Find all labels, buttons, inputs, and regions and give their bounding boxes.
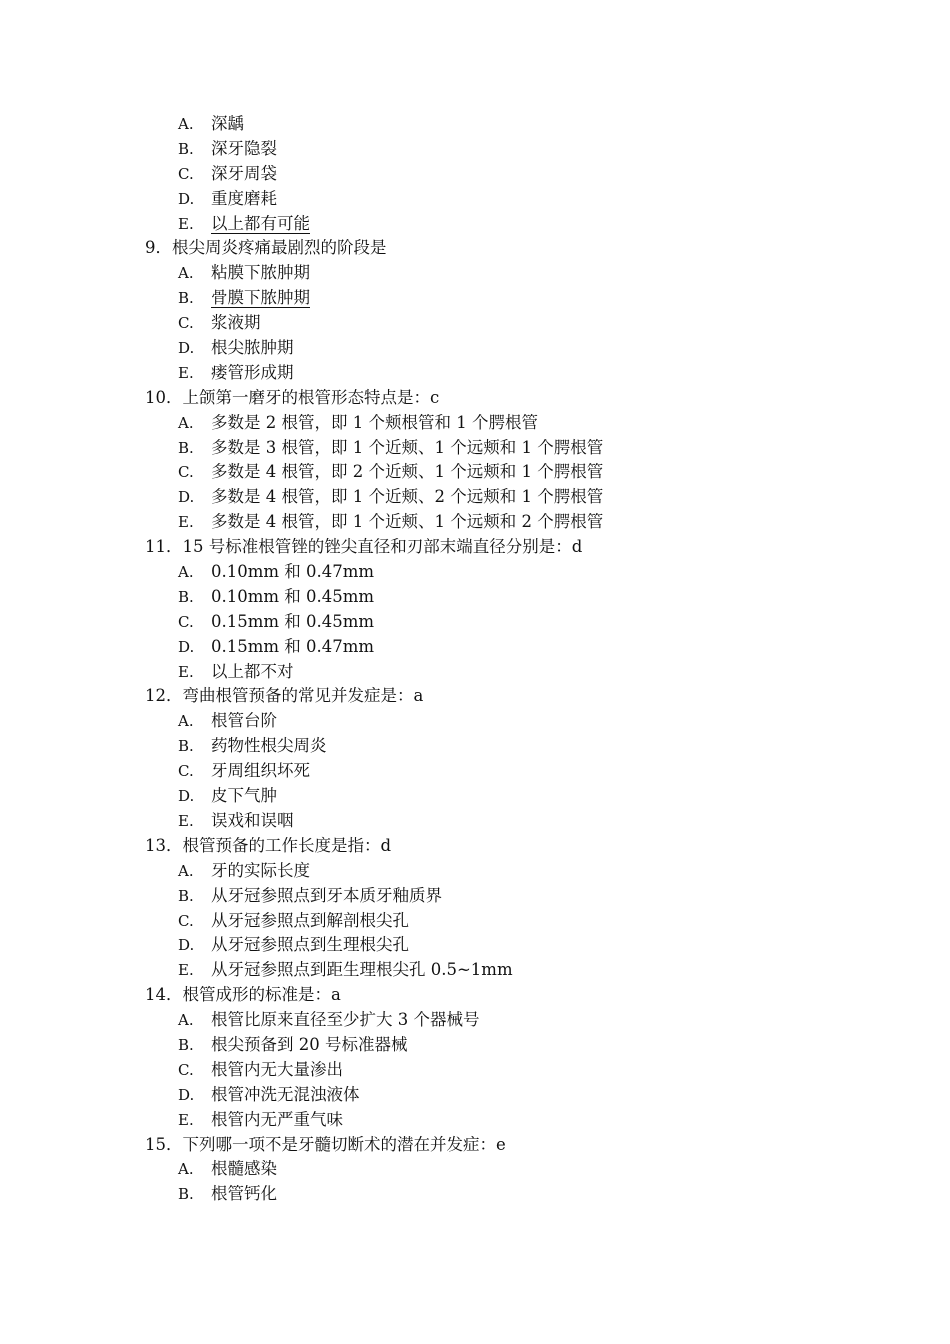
answer-option [0,460,950,485]
option-text: 根管内无大量渗出 [211,1059,343,1079]
option-text: 多数是 3 根管，即 1 个近颊、1 个远颊和 1 个腭根管 [211,437,604,457]
option-text: 粘膜下脓肿期 [211,263,310,283]
option-text: 多数是 4 根管，即 2 个近颊、1 个远颊和 1 个腭根管 [211,462,604,482]
answer-option [0,635,950,660]
answer-option [0,485,950,510]
option-letter: E. [178,961,194,980]
question-stem: 12．弯曲根管预备的常见并发症是：a [145,686,424,706]
option-letter: E. [178,1110,194,1129]
answer-option [0,933,950,958]
answer-option [0,112,950,137]
option-text: 以上都不对 [211,661,294,681]
answer-option [0,610,950,635]
question-stem: 13．根管预备的工作长度是指：d [145,835,392,855]
option-text: 误戏和误咽 [211,810,294,830]
option-text: 根管台阶 [211,711,277,731]
option-text: 牙周组织坏死 [211,761,310,781]
answer-option [0,859,950,884]
option-letter: E. [178,662,194,681]
option-text: 皮下气肿 [211,786,277,806]
option-letter: E. [178,811,194,830]
option-letter: A. [178,1160,194,1179]
option-letter: C. [178,463,194,482]
answer-option [0,884,950,909]
answer-option [0,784,950,809]
option-letter: A. [178,264,194,283]
option-letter: E. [178,363,194,382]
question-stem: 10．上颌第一磨牙的根管形态特点是：c [145,387,440,407]
option-letter: D. [178,936,195,955]
option-letter: C. [178,762,194,781]
option-text: 深龋 [211,114,244,133]
option-text: 药物性根尖周炎 [211,736,327,756]
answer-option [0,734,950,759]
answer-option [0,510,950,535]
option-letter: D. [178,488,195,507]
option-text: 重度磨耗 [211,188,277,208]
option-letter: B. [178,587,194,606]
option-text: 多数是 2 根管，即 1 个颊根管和 1 个腭根管 [211,412,538,432]
option-letter: D. [178,787,195,806]
option-letter: A. [178,115,194,133]
answer-option [0,162,950,187]
option-letter: C. [178,164,194,183]
answer-option [0,1083,950,1108]
option-text: 深牙隐裂 [211,138,277,158]
option-letter: D. [178,637,195,656]
option-letter: C. [178,1060,194,1079]
answer-option [0,709,950,734]
option-letter: B. [178,737,194,756]
question-stem: 14．根管成形的标准是：a [145,985,341,1005]
option-letter: E. [178,513,194,532]
answer-option [0,1108,950,1133]
option-text: 根管钙化 [211,1184,277,1204]
answer-option [0,311,950,336]
option-text: 从牙冠参照点到距生理根尖孔 0.5~1mm [211,960,513,980]
option-text: 牙的实际长度 [211,860,310,880]
option-text: 根髓感染 [211,1159,277,1179]
option-text: 根尖预备到 20 号标准器械 [211,1034,408,1054]
answer-option [0,660,950,685]
answer-option [0,1157,950,1182]
question-stem: 11．15 号标准根管锉的锉尖直径和刃部末端直径分别是：d [145,537,583,557]
option-letter: E. [178,214,194,233]
answer-option [0,958,950,983]
option-letter: B. [178,438,194,457]
answer-option [0,759,950,784]
option-letter: B. [178,886,194,905]
question-stem: 9．根尖周炎疼痛最剧烈的阶段是 [145,238,387,258]
answer-option [0,286,950,311]
answer-option [0,560,950,585]
option-letter: A. [178,563,194,582]
option-text: 0.10mm 和 0.45mm [211,586,375,606]
option-letter: A. [178,712,194,731]
answer-option [0,361,950,386]
option-letter: A. [178,413,194,432]
option-letter: B. [178,1185,194,1204]
option-text: 从牙冠参照点到生理根尖孔 [211,935,409,955]
option-letter: A. [178,861,194,880]
option-letter: D. [178,339,195,358]
option-text: 深牙周袋 [211,163,277,183]
answer-option [0,436,950,461]
option-text: 从牙冠参照点到牙本质牙釉质界 [211,885,442,905]
option-text: 0.15mm 和 0.45mm [211,611,375,631]
answer-option [0,909,950,934]
option-letter: A. [178,1011,194,1030]
option-text: 从牙冠参照点到解剖根尖孔 [211,910,409,930]
option-text: 多数是 4 根管，即 1 个近颊、2 个远颊和 1 个腭根管 [211,487,604,507]
option-letter: B. [178,139,194,158]
option-text: 浆液期 [211,313,261,333]
option-letter: B. [178,289,194,308]
answer-option [0,809,950,834]
option-letter: C. [178,314,194,333]
answer-option [0,1008,950,1033]
option-letter: C. [178,612,194,631]
answer-option [0,336,950,361]
option-text: 0.10mm 和 0.47mm [211,562,375,582]
option-text-underlined: 骨膜下脓肿期 [211,288,310,308]
option-letter: B. [178,1035,194,1054]
option-letter: D. [178,1085,195,1104]
option-text: 多数是 4 根管，即 1 个近颊、1 个远颊和 2 个腭根管 [211,512,604,532]
option-text: 根尖脓肿期 [211,338,294,358]
answer-option [0,261,950,286]
option-letter: D. [178,189,195,208]
answer-option [0,137,950,162]
option-text: 根管冲洗无混浊液体 [211,1084,360,1104]
answer-option [0,1033,950,1058]
answer-option [0,411,950,436]
option-text-underlined: 以上都有可能 [211,213,310,233]
answer-option [0,585,950,610]
answer-option [0,1182,950,1207]
option-letter: C. [178,911,194,930]
option-text: 瘘管形成期 [211,362,294,382]
answer-option [0,212,950,237]
option-text: 根管内无严重气味 [211,1109,343,1129]
question-stem: 15．下列哪一项不是牙髓切断术的潜在并发症：e [145,1134,506,1154]
document-page [0,112,950,1207]
answer-option [0,1058,950,1083]
answer-option [0,187,950,212]
option-text: 0.15mm 和 0.47mm [211,636,375,656]
option-text: 根管比原来直径至少扩大 3 个器械号 [211,1010,480,1030]
